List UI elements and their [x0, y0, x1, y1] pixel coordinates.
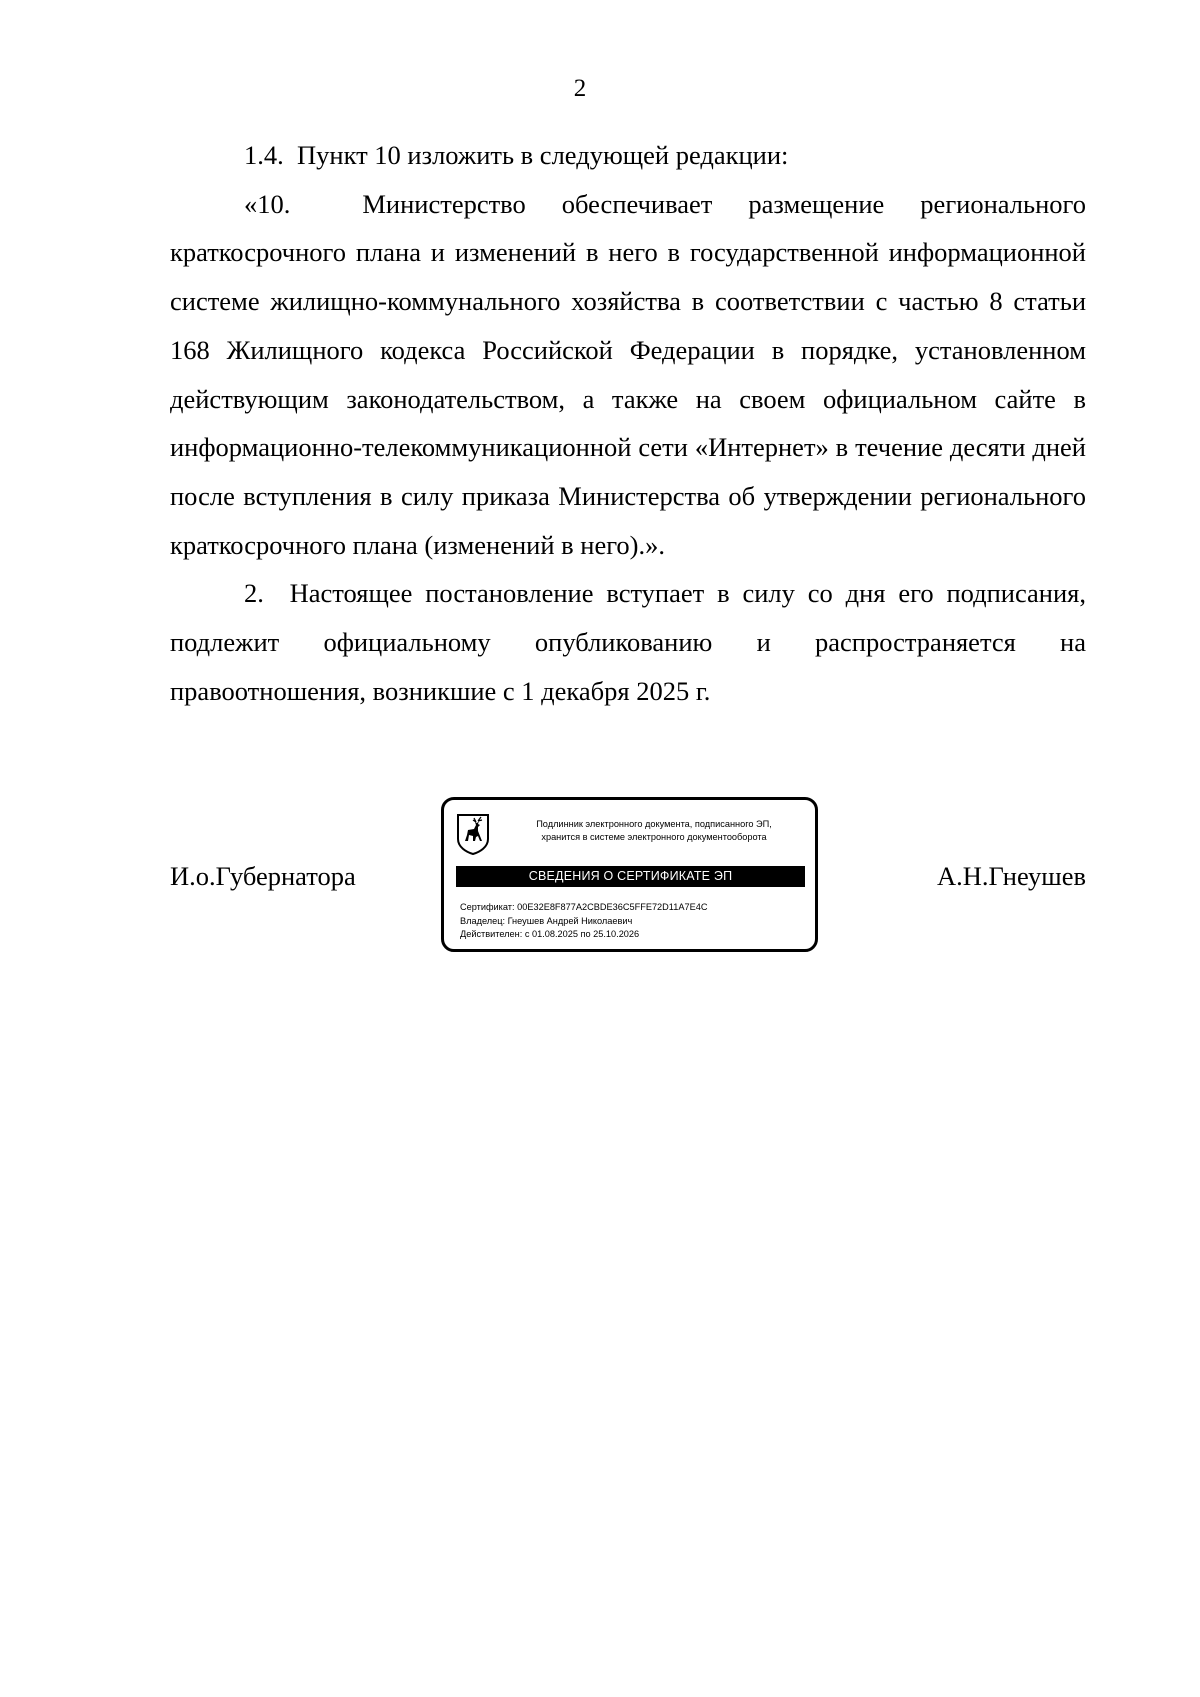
- stamp-note-line-1: Подлинник электронного документа, подписанного ЭП,: [536, 819, 772, 829]
- stamp-note-line-2: хранится в системе электронного документооборота: [541, 832, 767, 842]
- certificate-validity: Действителен: с 01.08.2025 по 25.10.2026: [460, 929, 640, 939]
- signatory-name: А.Н.Гнеушев: [936, 861, 1086, 891]
- document-body: [170, 131, 1086, 715]
- paragraph-1-4: 1.4. Пункт 10 изложить в следующей редакции:: [244, 140, 789, 170]
- page-number: 2: [573, 75, 587, 102]
- signatory-position: И.о.Губернатора: [170, 861, 356, 891]
- electronic-signature-stamp: [441, 797, 818, 952]
- certificate-owner: Владелец: Гнеушев Андрей Николаевич: [460, 915, 633, 926]
- deer-emblem-icon: [456, 813, 490, 855]
- stamp-note: [504, 818, 804, 844]
- paragraph-point-10: «10. Министерство обеспечивает размещение регионального краткосрочного плана и изменений в него в государственной информационной системе жилищно-коммунального хозяйства в соответствии с частью 8 статьи 168 Жилищного кодекса Российской Федерации в порядке, установленном действующим законодательством, а также на своем официальном сайте в информационно-телекоммуникационной сети «Интернет» в течение десяти дней после вступления в силу приказа Министерства об утверждении регионального краткосрочного плана (изменений в него).».: [170, 188, 1086, 560]
- stamp-details: [460, 901, 805, 942]
- stamp-title: СВЕДЕНИЯ О СЕРТИФИКАТЕ ЭП: [456, 866, 805, 887]
- certificate-number: Сертификат: 00E32E8F877A2CBDE36C5FFE72D11A7E4C: [460, 902, 708, 912]
- paragraph-2: 2. Настоящее постановление вступает в силу со дня его подписания, подлежит официальному опубликованию и распространяется на правоотношения, возникшие с 1 декабря 2025 г.: [170, 578, 1086, 706]
